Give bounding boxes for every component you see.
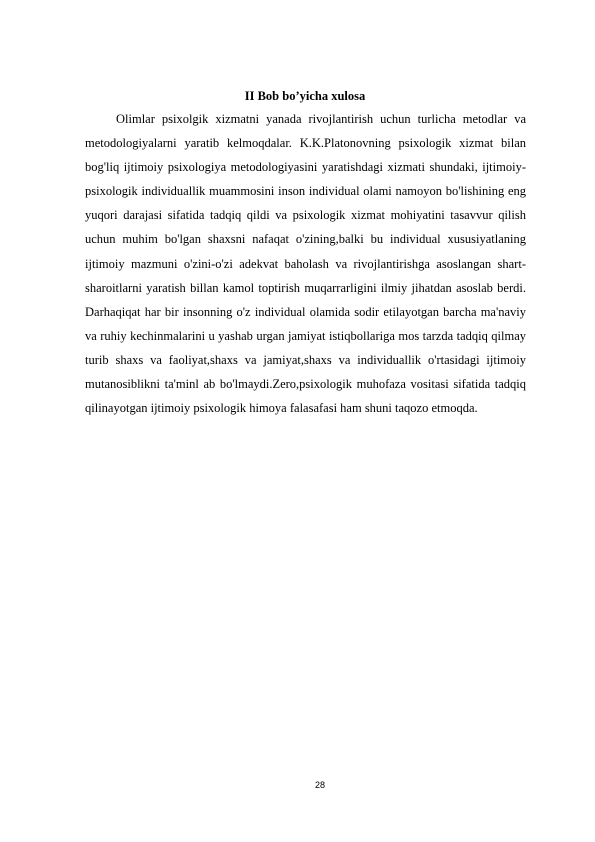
page-number: 28 <box>314 780 325 790</box>
section-heading: II Bob bo’yicha xulosa <box>244 89 366 103</box>
conclusion-paragraph: Olimlar psixolgik xizmatni yanada rivojlantirish uchun turlicha metodlar va metodologiyalarni yaratib kelmoqdalar. K.K.Platonovning psixologik xizmat bilan bog'liq ijtimoiy psixologiya metodologiyasini yaratishdagi xizmati shundaki, ijtimoiy-psixologik individuallik muammosini inson individual olami namoyon bo'lishining eng yuqori darajasi sifatida tadqiq qildi va psixologik xizmat mohiyatini tasavvur qilish uchun muhim bo'lgan shaxsni nafaqat o'zining,balki bu individual xususiyatlaning ijtimoiy mazmuni o'zini-o'zi adekvat baholash va rivojlantirishga asoslangan shart-sharoitlarni yaratish billan kamol toptirish muqarrarligini ilmiy jihatdan asoslab berdi. Darhaqiqat har bir insonning o'z individual olamida sodir etilayotgan barcha ma'naviy va ruhiy kechinmalarini u yashab urgan jamiyat istiqbollariga mos tarzda tadqiq qilmay turib shaxs va faoliyat,shaxs va jamiyat,shaxs va individuallik o'rtasidagi ijtimoiy mutanosiblikni ta'minl ab bo'lmaydi.Zero,psixologik muhofaza vositasi sifatida tadqiq qilinayotgan ijtimoiy psixologik himoya falasafasi ham shuni taqozo etmoqda. <box>85 112 526 416</box>
